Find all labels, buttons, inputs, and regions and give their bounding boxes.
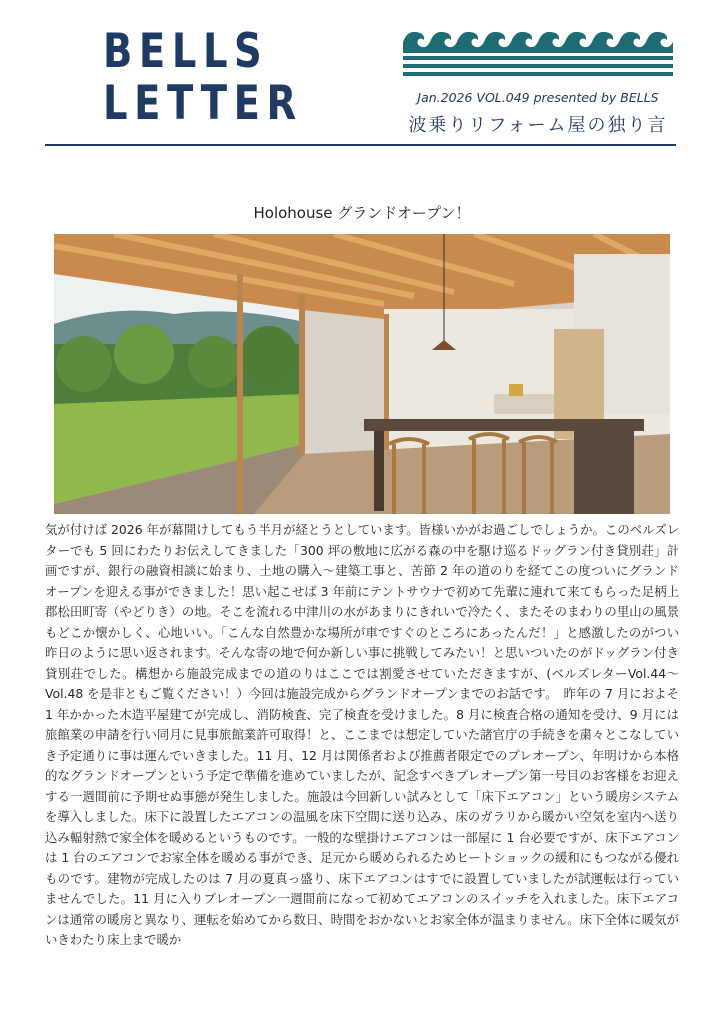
tagline: 波乗りリフォーム屋の独り言 (408, 115, 668, 136)
article-body-text: 気が付けば 2026 年が幕開けしてもう半月が経とうとしています。皆様いかがお過ごしでしょうか。このベルズレターでも 5 回にわたりお伝えしてきました「300 坪の敷地に広がる森の中を駆け巡るドッグラン付き貸別荘」計画ですが、銀行の融資相談に始まり、土地の購入～建築工事と、苦節 2 年の道のりを経てこの度ついにグランドオープンを迎える事ができました！思い起こせば 3 年前にテントサウナで初めて先輩に連れて来てもらった足柄上郡松田町寄（やどりき）の地。そこを流れる中津川の水があまりにきれいで冷たく、またそのまわりの里山の風景もどこか懐かしく、心地いい。「こんな自然豊かな場所が車ですぐのところにあったんだ！」と感激したのがつい昨日のように思い返されます。そんな寄の地で何か新しい事に挑戦してみたい！と思いついたのがドッグラン付き貸別荘でした。構想から施設完成までの道のりはここでは割愛させていただきますが、(ベルズレターVol.44～Vol.48 を是非ともご覧ください！）今回は施設完成からグランドオープンまでのお話です。 昨年の 7 月におよそ 1 年かかった木造平屋建てが完成し、消防検査、完了検査を受けました。8 月に検査合格の通知を受け、9 月には旅館業の申請を行い同月に見事旅館業許可取得！と、ここまでは想定していた諸官庁の手続きを粛々とこなしていき予定通りに事は運んでいきました。11 月、12 月は関係者および推薦者限定でのプレオープン、年明けから本格的なグランドオープンという予定で準備を進めていましたが、記念すべきプレオープン第一号目のお客様をお迎えする一週間前に予期せぬ事態が発生しました。施設は今回新しい試みとして「床下エアコン」という暖房システムを導入しました。床下に設置したエアコンの温風を床下空間に送り込み、床のガラリから暖かい空気を室内へ送り込み輻射熱で家全体を暖めるというものです。一般的な壁掛けエアコンは一部屋に 1 台必要ですが、床下エアコンは 1 台のエアコンでお家全体を暖める事ができ、足元から暖められるためヒートショックの緩和にもつながる優れものです。建物が完成したのは 7 月の夏真っ盛り、床下エアコンはすでに設置していましたが試運転は行っていませんでした。11 月に入りプレオープン一週間前になって初めてエアコンのスイッチを入れました。床下エアコンは通常の暖房と異なり、運転を始めてから数日、時間をおかないとお家全体が温まりません。床下全体に暖気がいきわたり床上まで暖か (45, 522, 679, 947)
wave-logo-icon (403, 29, 673, 81)
title-line-letter: LETTER (103, 76, 303, 131)
newsletter-title (103, 24, 303, 131)
article-body (45, 520, 679, 951)
issue-info: Jan.2026 VOL.049 presented by BELLS (417, 90, 659, 105)
building-interior-photo (54, 234, 670, 514)
article-title: Holohouse グランドオープン！ (253, 204, 471, 222)
header-divider (45, 144, 676, 146)
title-line-bells: BELLS (103, 24, 269, 79)
